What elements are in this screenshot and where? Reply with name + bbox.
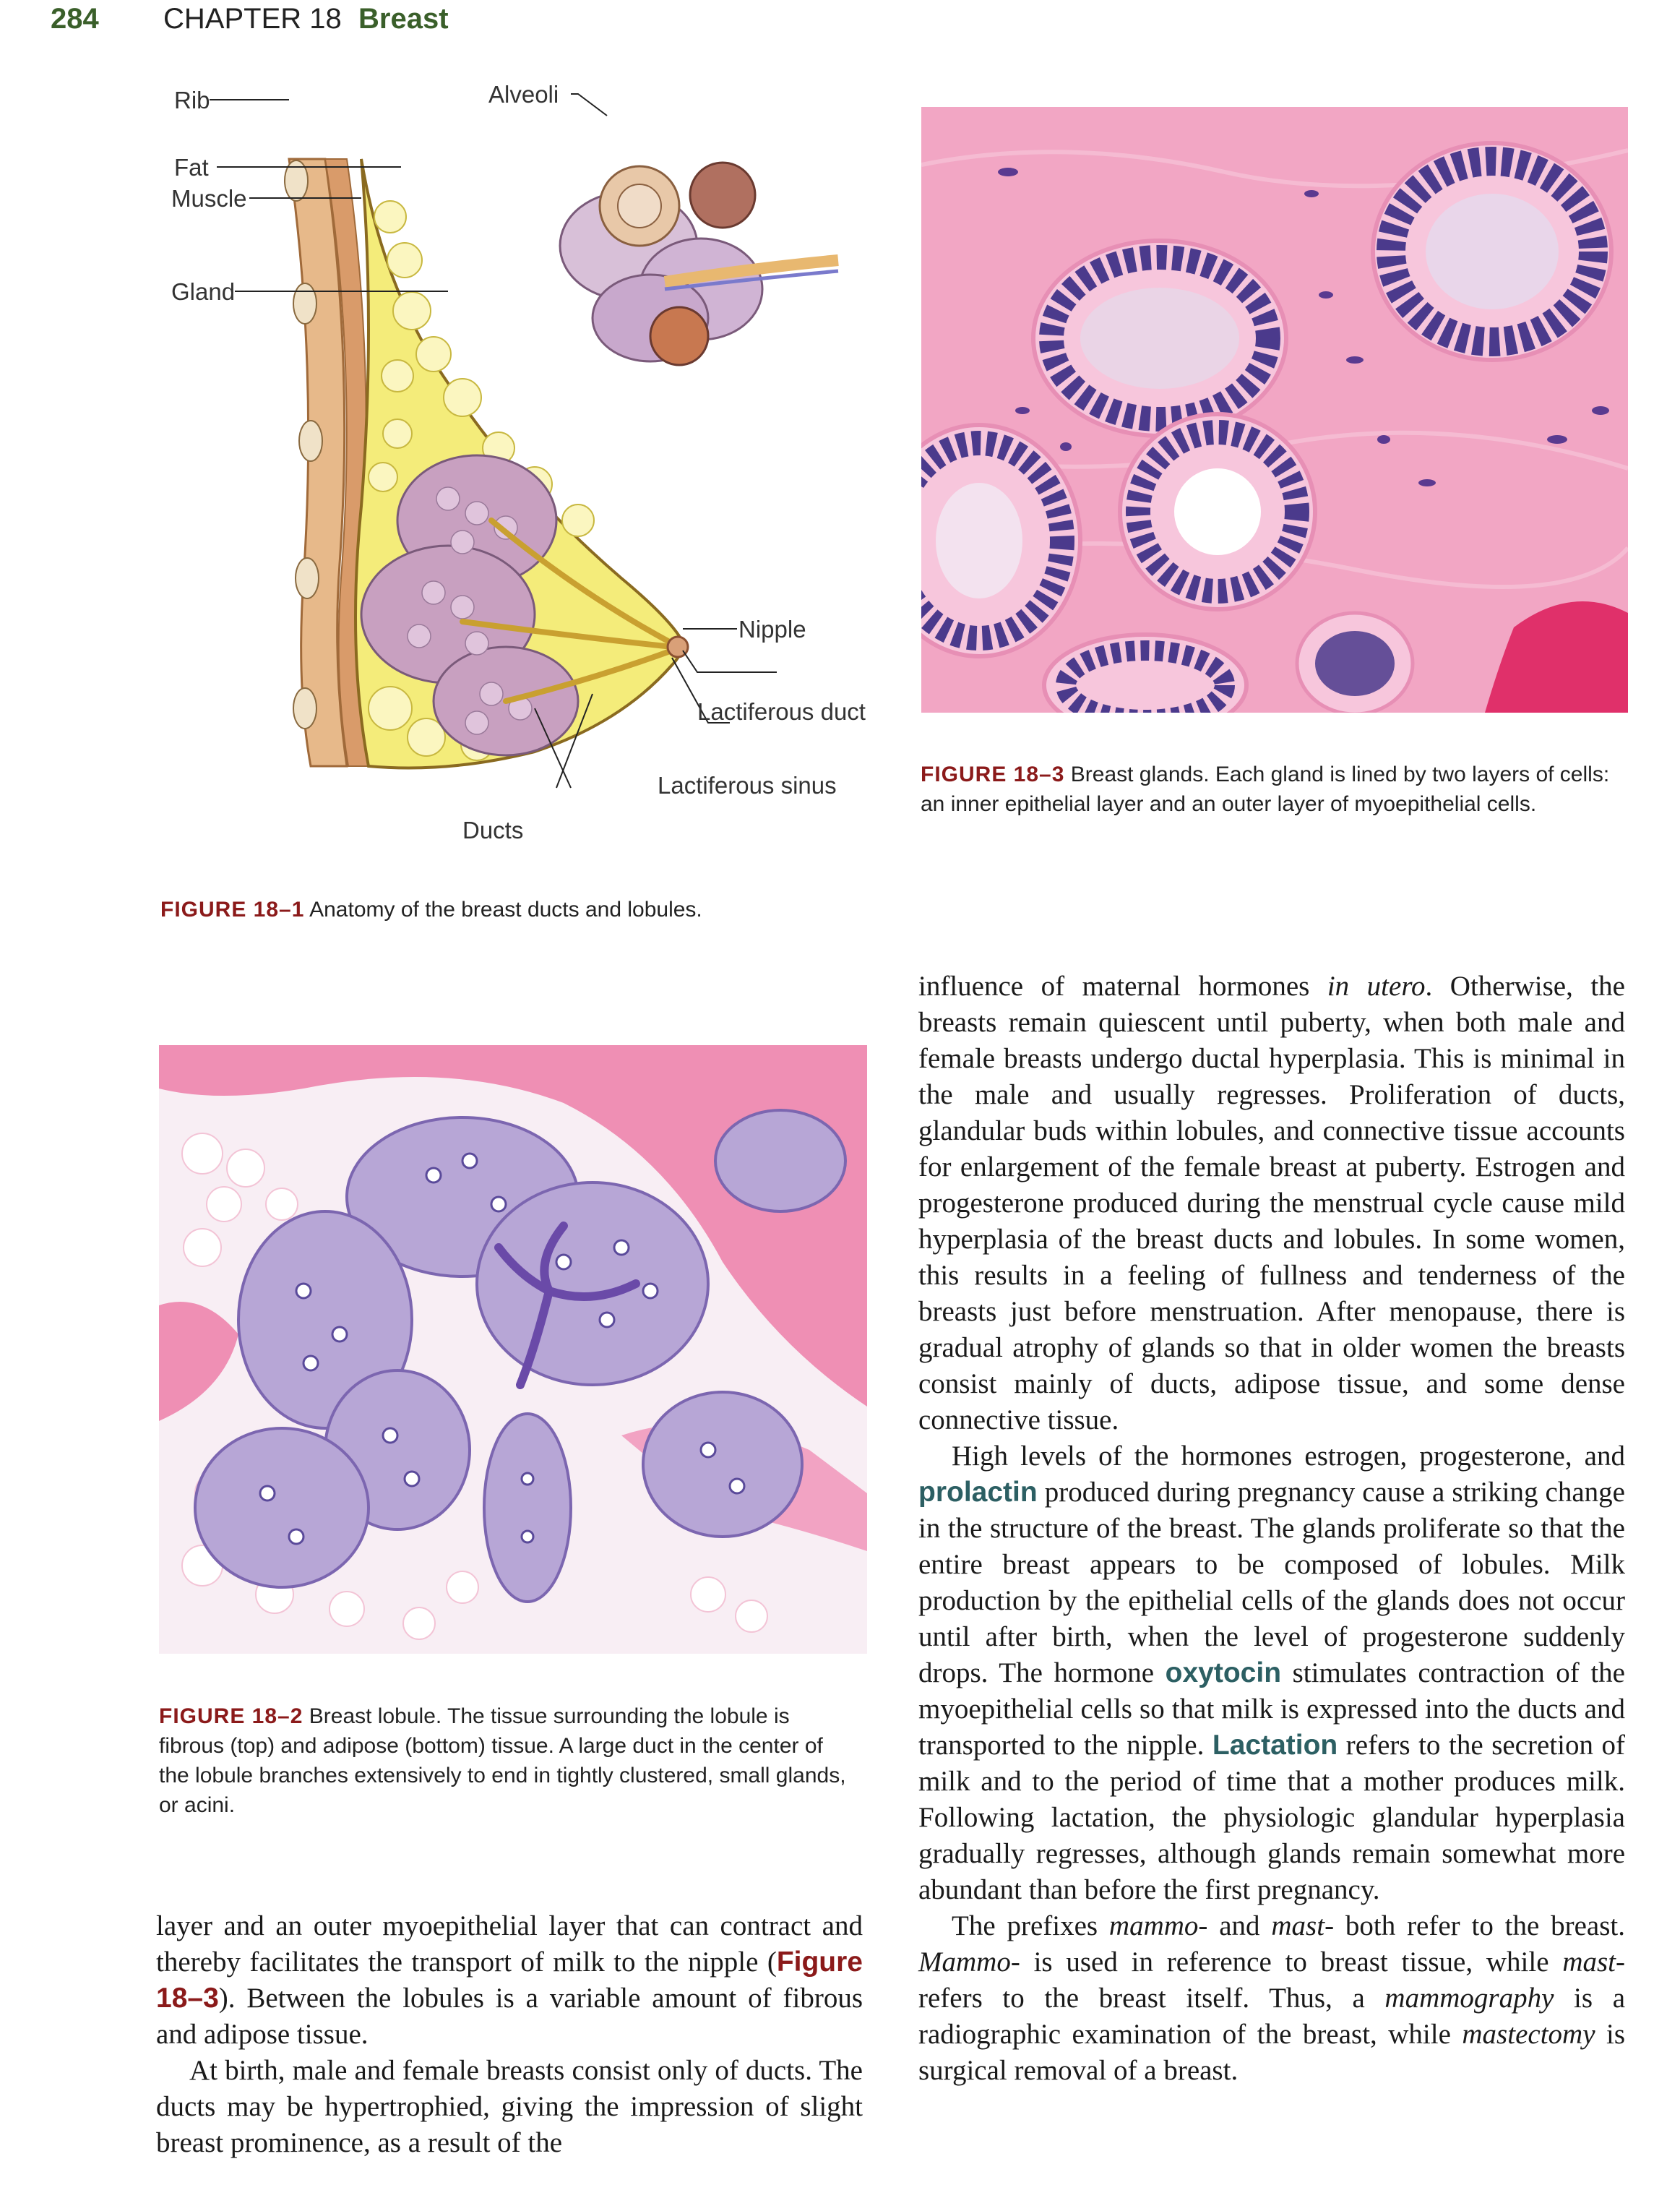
- italic-term: mast-: [1271, 1910, 1335, 1941]
- text-run: and: [1207, 1910, 1272, 1941]
- figure-18-2-caption: [159, 1701, 853, 1820]
- italic-term: mammography: [1384, 1983, 1554, 2014]
- label-lactiferous-duct: Lactiferous duct: [697, 698, 866, 725]
- paragraph: [156, 2053, 863, 2161]
- text-run: ). Between the lobules is a variable amount of fibrous and adipose tissue.: [156, 1983, 863, 2050]
- right-column-text: [918, 969, 1625, 2089]
- text-run: . Otherwise, the breasts remain quiescent until puberty, when both male and female breasts undergo ductal hyperplasia. This is minimal in the male and usually regresses. Proliferation of ducts, glandular buds within lobules, and connective tissue accounts for enlargement of the female breast at puberty. Estrogen and progesterone produced during the menstrual cycle cause mild hyperplasia of the breast ducts and lobules. In some women, this results in a feeling of fullness and tenderness of the breasts just before menstruation. After menopause, there is gradual atrophy of glands so that in older women the breasts consist mainly of ducts, adipose tissue, and some dense connective tissue.: [918, 971, 1625, 1435]
- figure-18-1-illustration: [72, 72, 910, 853]
- breast-glands-histology: [921, 107, 1628, 713]
- italic-term: in utero: [1327, 971, 1426, 1002]
- breast-lobule-histology: [159, 1045, 867, 1654]
- text-run: influence of maternal hormones: [918, 971, 1327, 1002]
- page-number: 284: [51, 3, 99, 35]
- figure-18-2-micrograph: [159, 1045, 867, 1654]
- label-rib: Rib: [174, 87, 210, 113]
- figure-18-1-caption: [160, 895, 883, 924]
- key-term-prolactin: prolactin: [918, 1477, 1038, 1508]
- label-alveoli: Alveoli: [488, 81, 559, 108]
- text-run: refers to the breast itself. Thus, a: [918, 1983, 1385, 2014]
- label-gland: Gland: [171, 278, 236, 305]
- text-run: refers to the secretion of milk and to the period of time that a mother produces milk. Following lactation, the physiologic glandular hyperplasia gradually regresses, although glands remain somewhat more abundant than before the first pregnancy.: [918, 1730, 1625, 1905]
- text-run: is a radiographic examination of the breast, while: [918, 1983, 1626, 2050]
- figure-18-3-micrograph: [921, 107, 1628, 713]
- label-ducts: Ducts: [462, 817, 524, 843]
- text-run: is surgical removal of a breast.: [918, 2019, 1625, 2086]
- paragraph: [918, 1438, 1625, 1908]
- figure-number: FIGURE 18–1: [160, 898, 305, 922]
- figure-number: FIGURE 18–2: [159, 1704, 303, 1728]
- caption-text: Breast lobule. The tissue surrounding the lobule is fibrous (top) and adipose (bottom) tissue. A large duct in the center of the lobule branches extensively to end in tightly clustered, small glands, or acini.: [159, 1704, 846, 1817]
- left-column-text: [156, 1908, 863, 2161]
- text-run: layer and an outer myoepithelial layer that can contract and thereby facilitates the transport of milk to the nipple (: [156, 1910, 863, 1978]
- italic-term: Mammo-: [918, 1946, 1020, 1978]
- text-run: High levels of the hormones estrogen, progesterone, and: [952, 1441, 1625, 1472]
- caption-text: Anatomy of the breast ducts and lobules.: [309, 898, 702, 922]
- label-lactiferous-sinus: Lactiferous sinus: [658, 772, 837, 799]
- figure-18-3-link[interactable]: Figure 18–3: [156, 1946, 863, 2014]
- chapter-title: Breast: [358, 3, 449, 35]
- key-term-lactation: Lactation: [1212, 1730, 1338, 1761]
- italic-term: mast-: [1562, 1946, 1625, 1978]
- italic-term: mastectomy: [1462, 2019, 1595, 2050]
- page-header: [0, 0, 1680, 43]
- text-run: both refer to the breast.: [1334, 1910, 1625, 1941]
- text-run: At birth, male and female breasts consist only of ducts. The ducts may be hypertrophied, giving the impression of slight breast prominence, as a result of the: [156, 2055, 863, 2158]
- caption-text: Breast glands. Each gland is lined by two layers of cells: an inner epithelial layer and an outer layer of myoepithelial cells.: [921, 763, 1610, 816]
- label-nipple: Nipple: [738, 616, 806, 643]
- paragraph: [918, 1908, 1625, 2089]
- italic-term: mammo-: [1108, 1910, 1208, 1941]
- label-muscle: Muscle: [171, 185, 247, 212]
- text-run: produced during pregnancy cause a striking change in the structure of the breast. The glands proliferate so that the entire breast appears to be composed of lobules. Milk production by the epithelial cells of the glands does not occur until after birth, when the level of progesterone suddenly drops. The hormone: [918, 1477, 1625, 1688]
- figure-number: FIGURE 18–3: [921, 763, 1065, 786]
- label-fat: Fat: [174, 154, 209, 181]
- paragraph: [918, 969, 1625, 1438]
- text-run: stimulates contraction of the myoepithelial cells so that milk is expressed into the ducts and transported to the nipple.: [918, 1657, 1625, 1761]
- chapter-label: CHAPTER 18: [163, 3, 342, 35]
- key-term-oxytocin: oxytocin: [1165, 1657, 1282, 1688]
- text-run: The prefixes: [952, 1910, 1109, 1941]
- paragraph: [156, 1908, 863, 2053]
- figure-18-3-caption: [921, 760, 1614, 819]
- text-run: is used in reference to breast tissue, while: [1020, 1946, 1563, 1978]
